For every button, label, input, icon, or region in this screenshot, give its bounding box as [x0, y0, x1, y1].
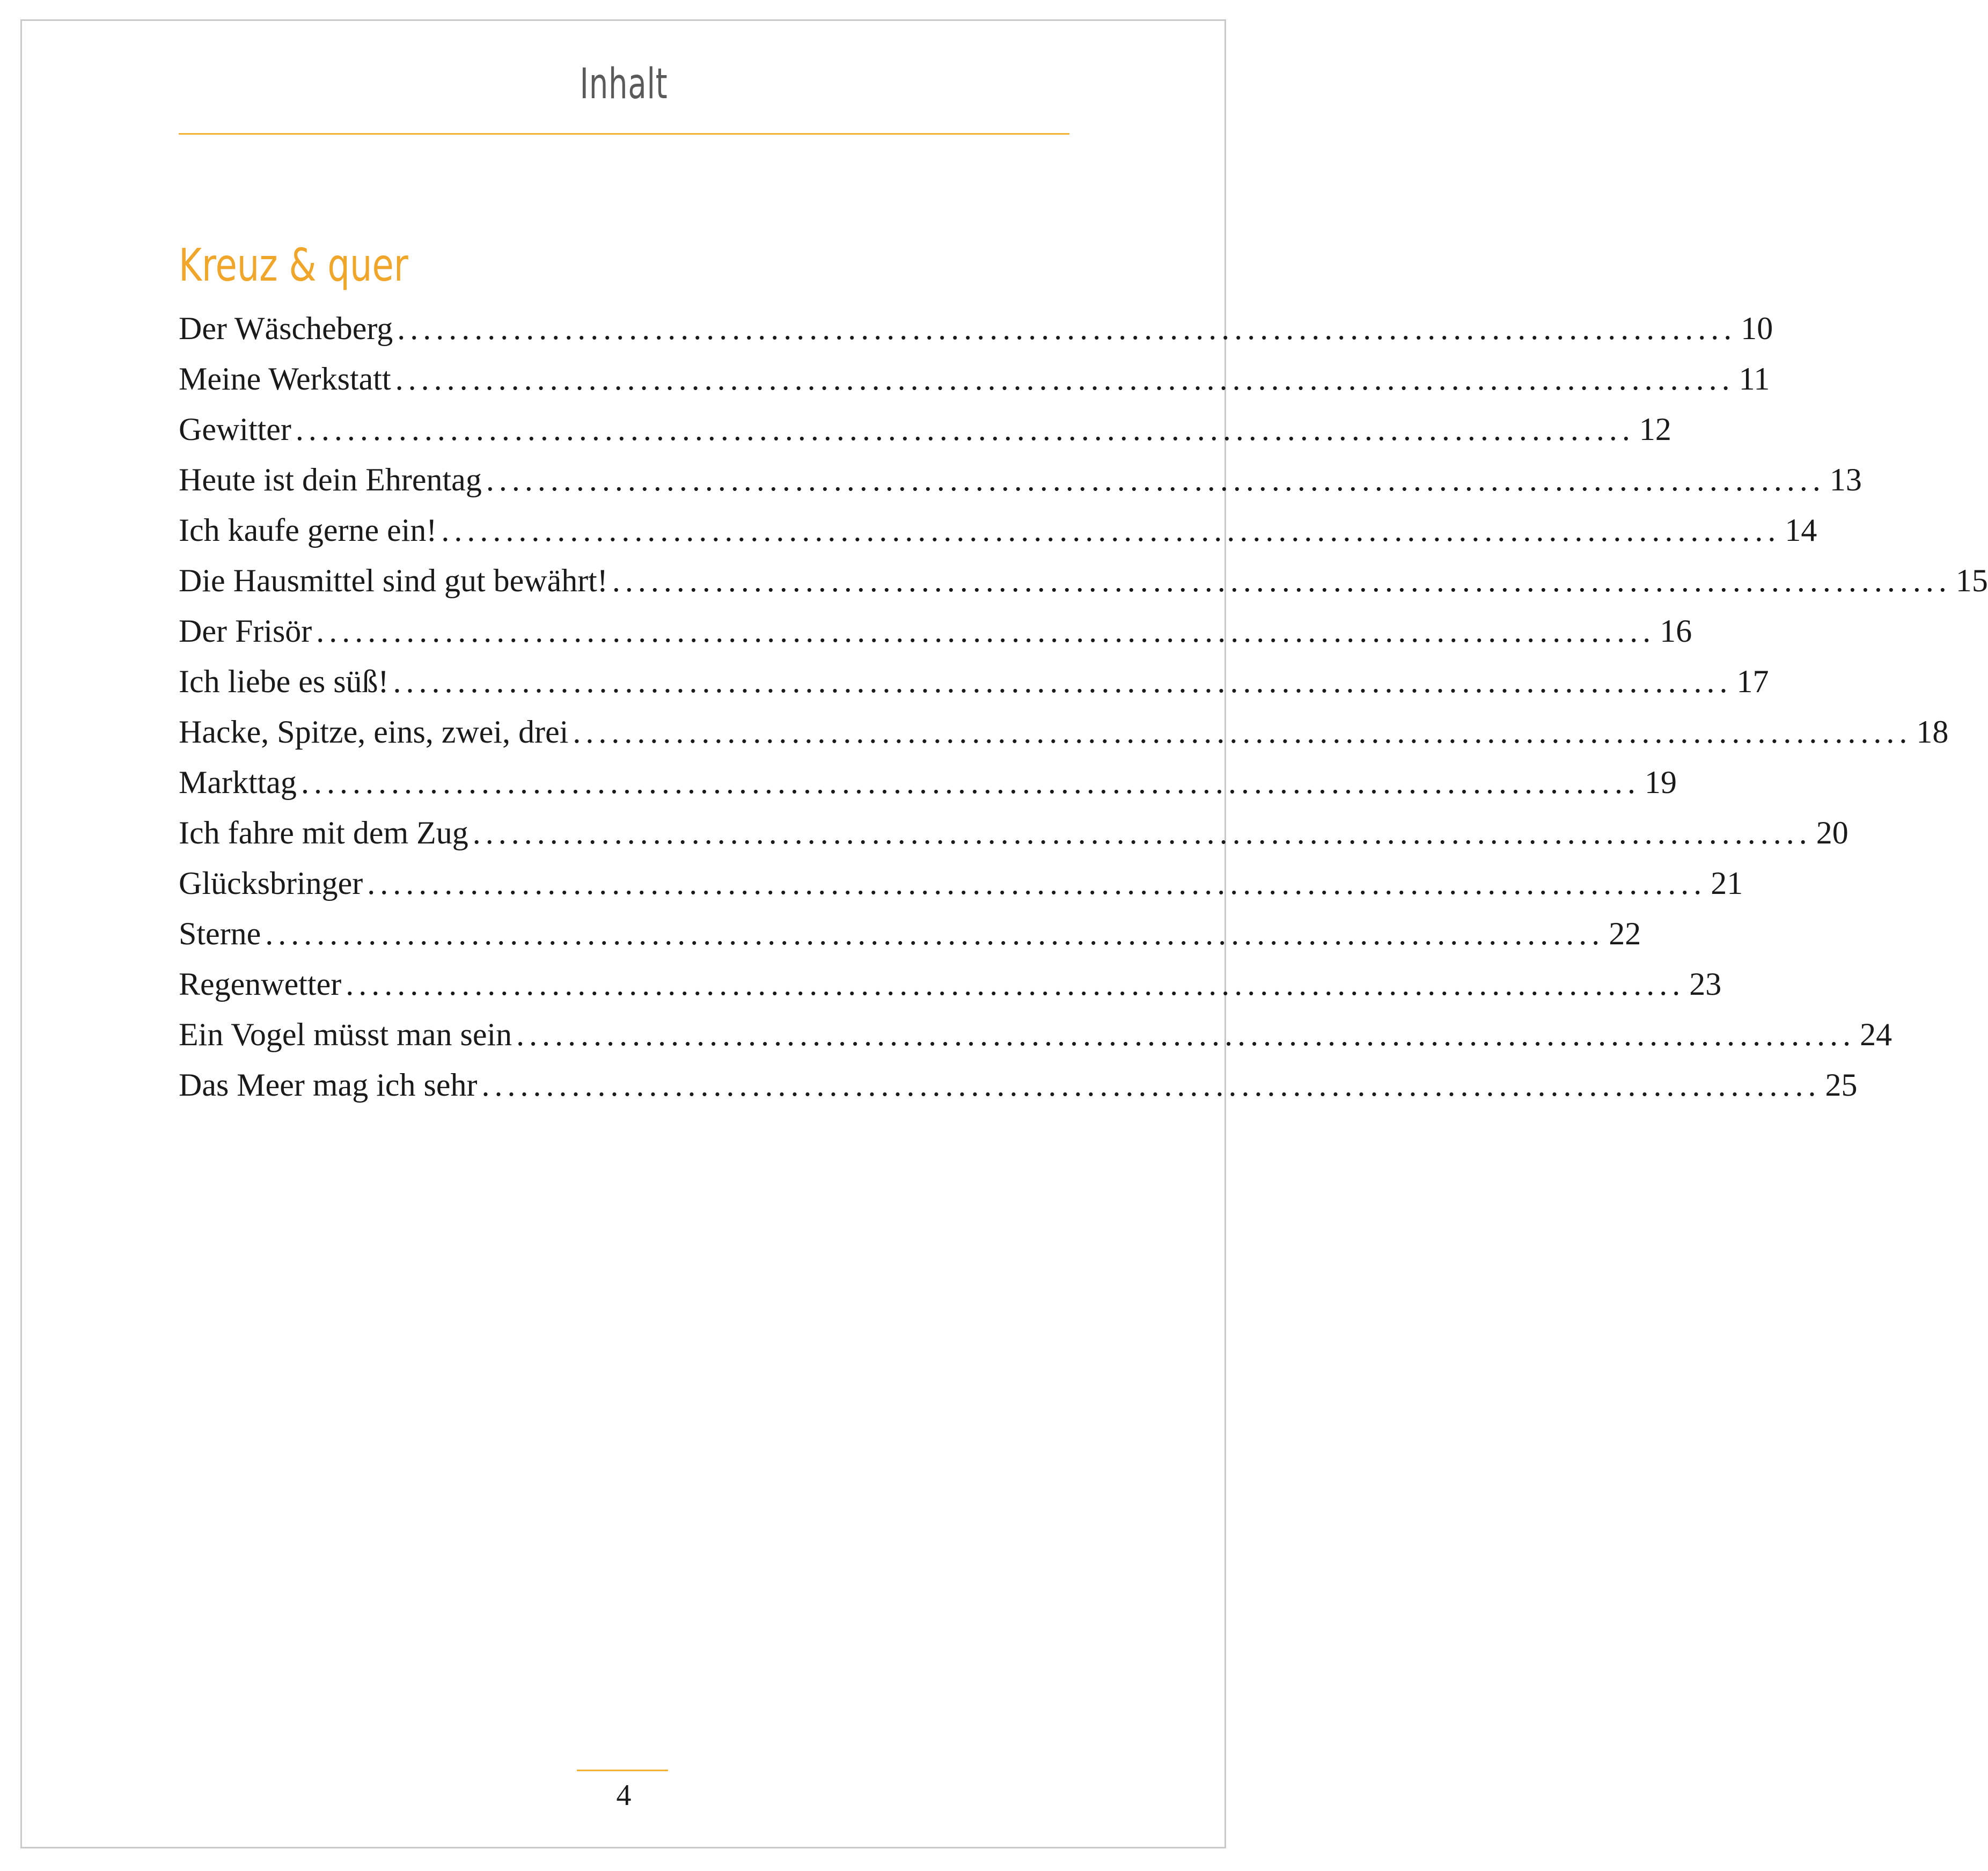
dot-leader: ........................................................................................................: [441, 512, 1781, 548]
dot-leader: ........................................................................................................: [265, 916, 1605, 951]
toc-entry[interactable]: [179, 505, 1817, 555]
dot-leader: ........................................................................................................: [395, 361, 1735, 397]
toc-entry-title: Das Meer mag ich sehr: [179, 1067, 478, 1103]
toc-entry-title: Ich kaufe gerne ein!: [179, 512, 437, 548]
dot-leader: ........................................................................................................: [612, 563, 1952, 598]
toc-entry[interactable]: [179, 959, 1722, 1009]
toc-entry-page: 19: [1644, 765, 1677, 800]
toc-entry-title: Die Hausmittel sind gut bewährt!: [179, 563, 608, 598]
toc-entry[interactable]: [179, 606, 1692, 656]
toc-entry-title: Meine Werkstatt: [179, 361, 391, 397]
toc-entry-page: 22: [1609, 916, 1641, 951]
toc-entry-title: Markttag: [179, 765, 297, 800]
toc-entry-title: Ich liebe es süß!: [179, 664, 389, 699]
dot-leader: ........................................................................................................: [486, 462, 1825, 497]
dot-leader: ........................................................................................................: [516, 1017, 1856, 1052]
toc-entry[interactable]: [179, 303, 1773, 354]
toc-entry-page: 15: [1955, 563, 1988, 598]
dot-leader: ........................................................................................................: [393, 664, 1733, 699]
toc-entry-page: 12: [1639, 412, 1671, 447]
toc-entry-title: Regenwetter: [179, 966, 342, 1002]
section-heading: Kreuz & quer: [179, 239, 408, 291]
toc-entry-page: 10: [1741, 311, 1773, 346]
page-title: Inhalt: [579, 60, 668, 108]
dot-leader: ........................................................................................................: [316, 613, 1656, 649]
page-number: 4: [616, 1779, 632, 1812]
toc-entry-page: 23: [1689, 966, 1722, 1002]
toc-entry[interactable]: [179, 707, 1949, 757]
toc-entry-title: Ich fahre mit dem Zug: [179, 815, 468, 850]
toc-entry[interactable]: [179, 808, 1848, 858]
toc-entry-title: Der Wäscheberg: [179, 311, 393, 346]
toc-entry[interactable]: [179, 404, 1671, 454]
toc-entry[interactable]: [179, 757, 1677, 808]
footer-divider: [577, 1770, 668, 1771]
dot-leader: ........................................................................................................: [397, 311, 1737, 346]
toc-entry-page: 18: [1916, 714, 1949, 750]
toc-entry-page: 24: [1860, 1017, 1892, 1052]
toc-entry-page: 14: [1785, 512, 1817, 548]
toc-entry-page: 13: [1829, 462, 1862, 497]
dot-leader: ........................................................................................................: [295, 412, 1635, 447]
toc-entry-page: 20: [1816, 815, 1848, 850]
toc-entry-title: Heute ist dein Ehrentag: [179, 462, 482, 497]
toc-entry[interactable]: [179, 656, 1769, 707]
toc-entry-page: 16: [1660, 613, 1692, 649]
toc-entry[interactable]: [179, 908, 1641, 959]
toc-entry-page: 21: [1711, 865, 1743, 901]
toc-entry[interactable]: [179, 454, 1862, 505]
dot-leader: ........................................................................................................: [346, 966, 1685, 1002]
toc-entry[interactable]: [179, 354, 1770, 404]
dot-leader: ........................................................................................................: [367, 865, 1707, 901]
toc-entry-title: Glücksbringer: [179, 865, 363, 901]
dot-leader: ........................................................................................................: [300, 765, 1640, 800]
toc-entry[interactable]: [179, 1009, 1892, 1060]
toc-entry[interactable]: [179, 555, 1988, 606]
title-divider: [179, 133, 1069, 135]
toc-entry-title: Der Frisör: [179, 613, 312, 649]
toc-entry-page: 17: [1736, 664, 1769, 699]
toc-entry-title: Ein Vogel müsst man sein: [179, 1017, 512, 1052]
toc-entry-page: 11: [1738, 361, 1770, 397]
toc-entry[interactable]: [179, 1060, 1858, 1110]
dot-leader: ........................................................................................................: [481, 1067, 1821, 1103]
toc-entry-title: Gewitter: [179, 412, 291, 447]
dot-leader: ........................................................................................................: [472, 815, 1812, 850]
toc-entry-title: Hacke, Spitze, eins, zwei, drei: [179, 714, 569, 750]
toc-entry-page: 25: [1825, 1067, 1858, 1103]
dot-leader: ........................................................................................................: [573, 714, 1912, 750]
toc-entry[interactable]: [179, 858, 1743, 908]
toc-entry-title: Sterne: [179, 916, 261, 951]
table-of-contents: [179, 303, 1988, 1110]
